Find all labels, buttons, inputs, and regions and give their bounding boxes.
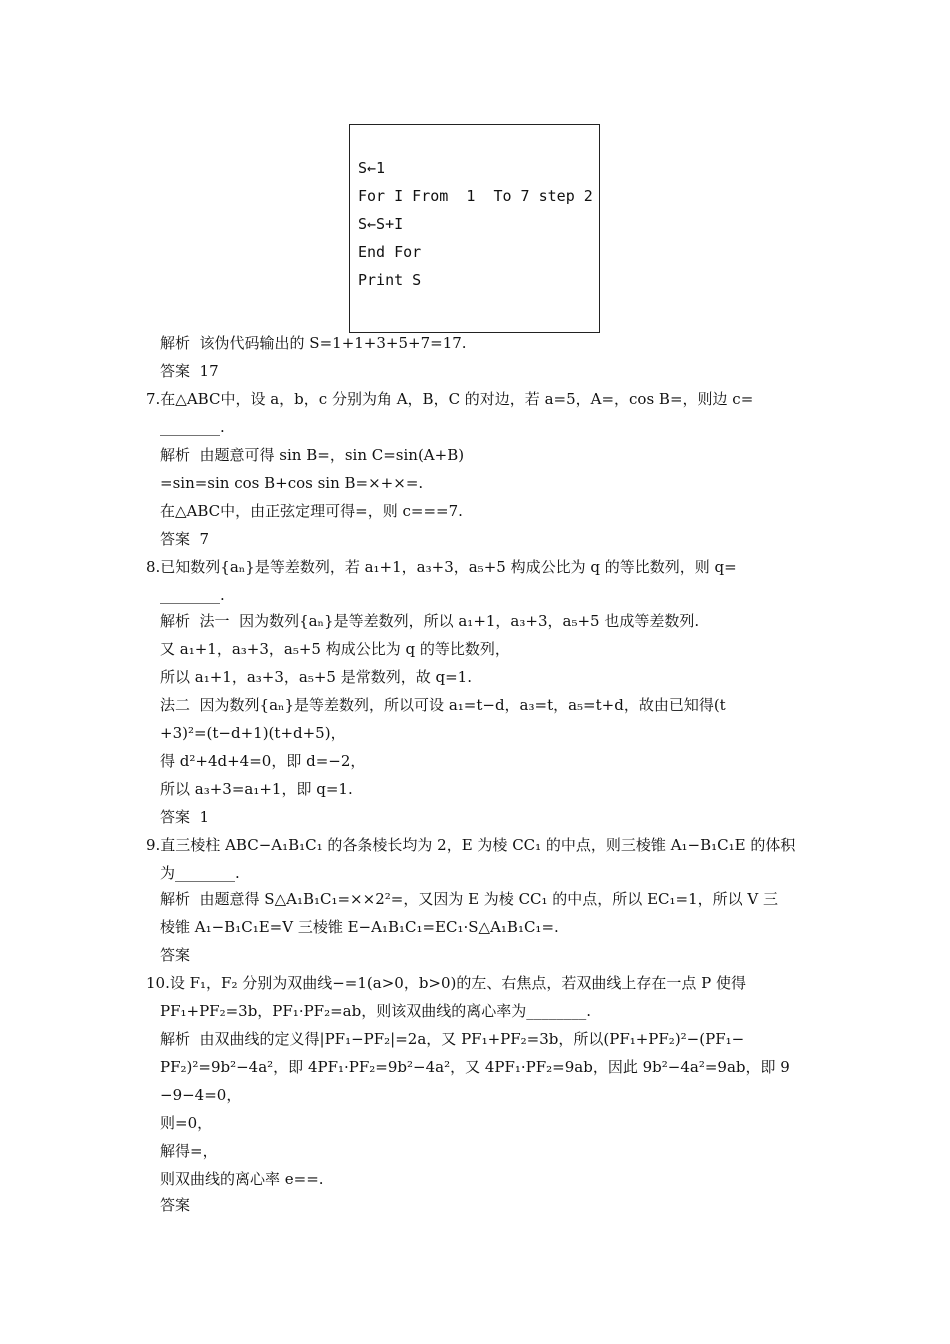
text-line: PF₁+PF₂=3b，PF₁·PF₂=ab，则该双曲线的离心率为________. [160,1002,591,1020]
code-line: For I From 1 To 7 step 2 [358,187,593,205]
code-line: Print S [358,271,422,289]
text-line: 解析 由题意可得 sin B=，sin C=sin(A+B) [160,446,465,464]
text-line: 法二 因为数列{aₙ}是等差数列，所以可设 a₁=t−d，a₃=t，a₅=t+d，故由已知得(t [160,696,726,714]
text-line: 在△ABC中，由正弦定理可得=，则 c===7. [160,502,463,520]
text-line: 则=0， [160,1114,213,1132]
text-line: 解析 法一 因为数列{aₙ}是等差数列，所以 a₁+1，a₃+3，a₅+5 也成等差数列. [160,612,700,630]
text-line: ________. [160,418,225,436]
text-line: 则双曲线的离心率 e==. [160,1170,324,1188]
text-line: 8.已知数列{aₙ}是等差数列，若 a₁+1，a₃+3，a₅+5 构成公比为 q 的等比数列，则 q= [146,558,737,576]
text-line: =sin=sin cos B+cos sin B=×+×=. [160,474,424,492]
text-line: 棱锥 A₁−B₁C₁E=V 三棱锥 E−A₁B₁C₁=EC₁·S△A₁B₁C₁=. [160,918,559,936]
code-line: S←1 [358,159,386,177]
text-line: 7.在△ABC中，设 a，b，c 分别为角 A，B，C 的对边，若 a=5，A=，cos B=，则边 c= [146,390,754,408]
text-line: 答案 [160,946,191,964]
text-line: 所以 a₁+1，a₃+3，a₅+5 是常数列，故 q=1. [160,668,472,686]
text-line: −9−4=0， [160,1086,242,1104]
text-line: 10.设 F₁，F₂ 分别为双曲线−=1(a>0，b>0)的左、右焦点，若双曲线上存在一点 P 使得 [146,974,747,992]
code-line: End For [358,243,422,261]
text-line: 解得=， [160,1142,218,1160]
text-line: 解析 该伪代码输出的 S=1+1+3+5+7=17. [160,334,467,352]
text-line: 答案 7 [160,530,210,548]
text-line: 又 a₁+1，a₃+3，a₅+5 构成公比为 q 的等比数列， [160,640,510,658]
text-line: 所以 a₃+3=a₁+1，即 q=1. [160,780,353,798]
code-line: S←S+I [358,215,404,233]
text-line: 解析 由双曲线的定义得|PF₁−PF₂|=2a，又 PF₁+PF₂=3b，所以(PF₁+PF₂)²−(PF₁− [160,1030,745,1048]
text-line: ________. [160,586,225,604]
pseudocode-box [349,124,600,333]
text-line: PF₂)²=9b²−4a²，即 4PF₁·PF₂=9b²−4a²，又 4PF₁·PF₂=9ab，因此 9b²−4a²=9ab，即 9 [160,1058,790,1076]
text-line: 为________. [160,864,240,882]
text-line: 得 d²+4d+4=0，即 d=−2， [160,752,366,770]
text-line: 答案 17 [160,362,219,380]
text-line: 9.直三棱柱 ABC−A₁B₁C₁ 的各条棱长均为 2，E 为棱 CC₁ 的中点，则三棱锥 A₁−B₁C₁E 的体积 [146,836,796,854]
text-line: 答案 1 [160,808,210,826]
text-line: 解析 由题意得 S△A₁B₁C₁=××2²=，又因为 E 为棱 CC₁ 的中点，所以 EC₁=1，所以 V 三 [160,890,778,908]
text-line: +3)²=(t−d+1)(t+d+5)， [160,724,346,742]
text-line: 答案 [160,1196,191,1214]
